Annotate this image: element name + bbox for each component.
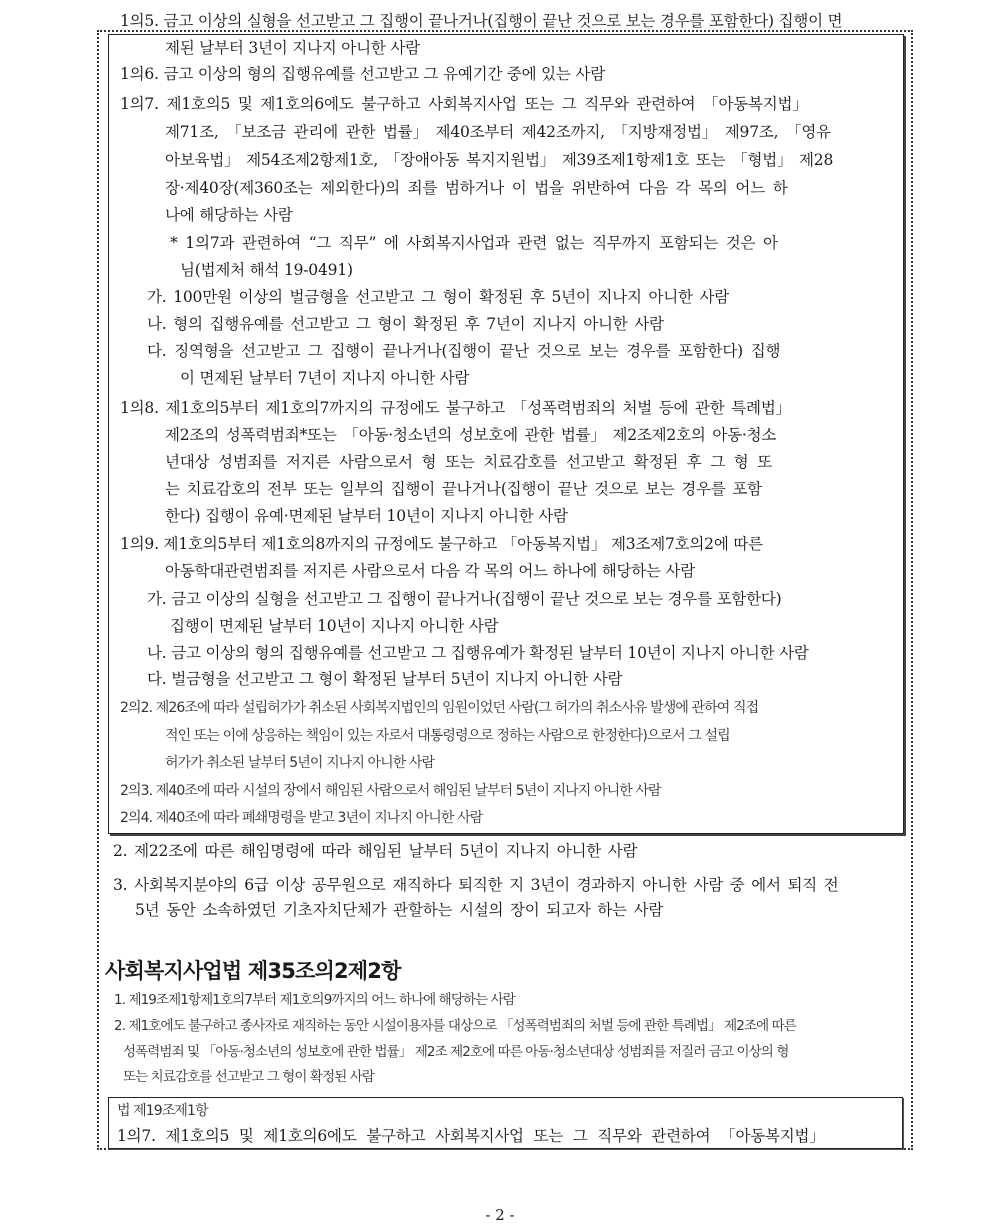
provision-2-2-line-3: 허가가 취소된 날부터 5년이 지나지 아니한 사람	[165, 755, 435, 771]
section-item-2-line-3: 또는 치료감호를 선고받고 그 형이 확정된 사람	[123, 1069, 375, 1085]
provision-1-7-na: 나. 형의 집행유예를 선고받고 그 형이 확정된 후 7년이 지나지 아니한 사람	[147, 315, 664, 333]
reference-box-line: 1의7. 제1호의5 및 제1호의6에도 불구하고 사회복지사업 또는 그 직무와 관련하여 「아동복지법」	[117, 1127, 825, 1145]
provision-2-2-line-1: 2의2. 제26조에 따라 설립허가가 취소된 사회복지법인의 임원이었던 사람(그 허가의 취소사유 발생에 관하여 직접	[120, 700, 759, 716]
provision-1-5-line-2: 제된 날부터 3년이 지나지 아니한 사람	[165, 39, 420, 57]
item-2: 2. 제22조에 따른 해임명령에 따라 해임된 날부터 5년이 지나지 아니한 사람	[113, 842, 638, 860]
page-number: - 2 -	[485, 1206, 515, 1224]
section-item-1: 1. 제19조제1항제1호의7부터 제1호의9까지의 어느 하나에 해당하는 사람	[114, 992, 515, 1008]
reference-box-title: 법 제19조제1항	[117, 1103, 208, 1119]
provision-1-7-line-3: 아보육법」 제54조제2항제1호, 「장애아동 복지지원법」 제39조제1항제1호 또는 「형법」 제28	[165, 151, 834, 169]
provision-1-8-line-5: 한다) 집행이 유예·면제된 날부터 10년이 지나지 아니한 사람	[165, 507, 568, 525]
interpretation-note-line-2: 님(법제처 해석 19-0491)	[180, 261, 353, 279]
provision-1-7-line-2: 제71조, 「보조금 관리에 관한 법률」 제40조부터 제42조까지, 「지방재정법」 제97조, 「영유	[165, 123, 831, 141]
provision-1-7-ga: 가. 100만원 이상의 벌금형을 선고받고 그 형이 확정된 후 5년이 지나지 아니한 사람	[147, 288, 730, 306]
provision-1-9-line-2: 아동학대관련범죄를 저지른 사람으로서 다음 각 목의 어느 하나에 해당하는 사람	[165, 562, 696, 580]
item-3-line-2: 5년 동안 소속하였던 기초자치단체가 관할하는 시설의 장이 되고자 하는 사람	[135, 901, 664, 919]
provision-1-7-line-4: 장·제40장(제360조는 제외한다)의 죄를 범하거나 이 법을 위반하여 다음 각 목의 어느 하	[165, 179, 788, 197]
provision-1-8-line-4: 는 치료감호의 전부 또는 일부의 집행이 끝나거나(집행이 끝난 것으로 보는 경우를 포함	[165, 480, 762, 498]
provision-1-8-line-2: 제2조의 성폭력범죄*또는 「아동·청소년의 성보호에 관한 법률」 제2조제2호의 아동·청소	[165, 426, 777, 444]
section-item-2-line-2: 성폭력범죄 및 「아동·청소년의 성보호에 관한 법률」 제2조 제2호에 따른 아동·청소년대상 성범죄를 저질러 금고 이상의 형	[123, 1044, 789, 1060]
provision-1-9-ga-line-2: 집행이 면제된 날부터 10년이 지나지 아니한 사람	[170, 617, 499, 635]
provision-1-9-ga-line-1: 가. 금고 이상의 실형을 선고받고 그 집행이 끝나거나(집행이 끝난 것으로 보는 경우를 포함한다)	[147, 590, 782, 608]
provision-1-9-line-1: 1의9. 제1호의5부터 제1호의8까지의 규정에도 불구하고 「아동복지법」 제3조제7호의2에 따른	[120, 535, 763, 553]
provision-1-7-da-line-1: 다. 징역형을 선고받고 그 집행이 끝나거나(집행이 끝난 것으로 보는 경우를 포함한다) 집행	[147, 342, 781, 360]
provision-1-8-line-1: 1의8. 제1호의5부터 제1호의7까지의 규정에도 불구하고 「성폭력범죄의 처벌 등에 관한 특례법」	[120, 399, 791, 417]
provision-1-5-line-1: 1의5. 금고 이상의 실형을 선고받고 그 집행이 끝나거나(집행이 끝난 것으로 보는 경우를 포함한다) 집행이 면	[120, 12, 843, 30]
provision-1-6: 1의6. 금고 이상의 형의 집행유예를 선고받고 그 유예기간 중에 있는 사람	[120, 65, 605, 83]
provision-2-3: 2의3. 제40조에 따라 시설의 장에서 해임된 사람으로서 해임된 날부터 5년이 지나지 아니한 사람	[120, 783, 661, 799]
provision-1-8-line-3: 년대상 성범죄를 저지른 사람으로서 형 또는 치료감호를 선고받고 확정된 후 그 형 또	[165, 453, 773, 471]
section-item-2-line-1: 2. 제1호에도 불구하고 종사자로 재직하는 동안 시설이용자를 대상으로 「성폭력범죄의 처벌 등에 관한 특례법」 제2조에 따른	[114, 1018, 796, 1034]
provision-1-9-na: 나. 금고 이상의 형의 집행유예를 선고받고 그 집행유예가 확정된 날부터 10년이 지나지 아니한 사람	[147, 644, 809, 662]
provision-2-2-line-2: 적인 또는 이에 상응하는 책임이 있는 자로서 대통령령으로 정하는 사람으로 한정한다)으로서 그 설립	[165, 728, 730, 744]
provision-1-7-line-1: 1의7. 제1호의5 및 제1호의6에도 불구하고 사회복지사업 또는 그 직무와 관련하여 「아동복지법」	[120, 95, 808, 113]
provision-1-9-da: 다. 벌금형을 선고받고 그 형이 확정된 날부터 5년이 지나지 아니한 사람	[147, 670, 623, 688]
section-heading: 사회복지사업법 제35조의2제2항	[105, 959, 401, 983]
item-3-line-1: 3. 사회복지분야의 6급 이상 공무원으로 재직하다 퇴직한 지 3년이 경과하지 아니한 사람 중 에서 퇴직 전	[113, 876, 839, 894]
provision-1-7-da-line-2: 이 면제된 날부터 7년이 지나지 아니한 사람	[180, 369, 470, 387]
interpretation-note-line-1: * 1의7과 관련하여 “그 직무” 에 사회복지사업과 관련 없는 직무까지 포함되는 것은 아	[170, 234, 778, 252]
provision-1-7-line-5: 나에 해당하는 사람	[165, 206, 293, 224]
provision-2-4: 2의4. 제40조에 따라 폐쇄명령을 받고 3년이 지나지 아니한 사람	[120, 810, 483, 826]
